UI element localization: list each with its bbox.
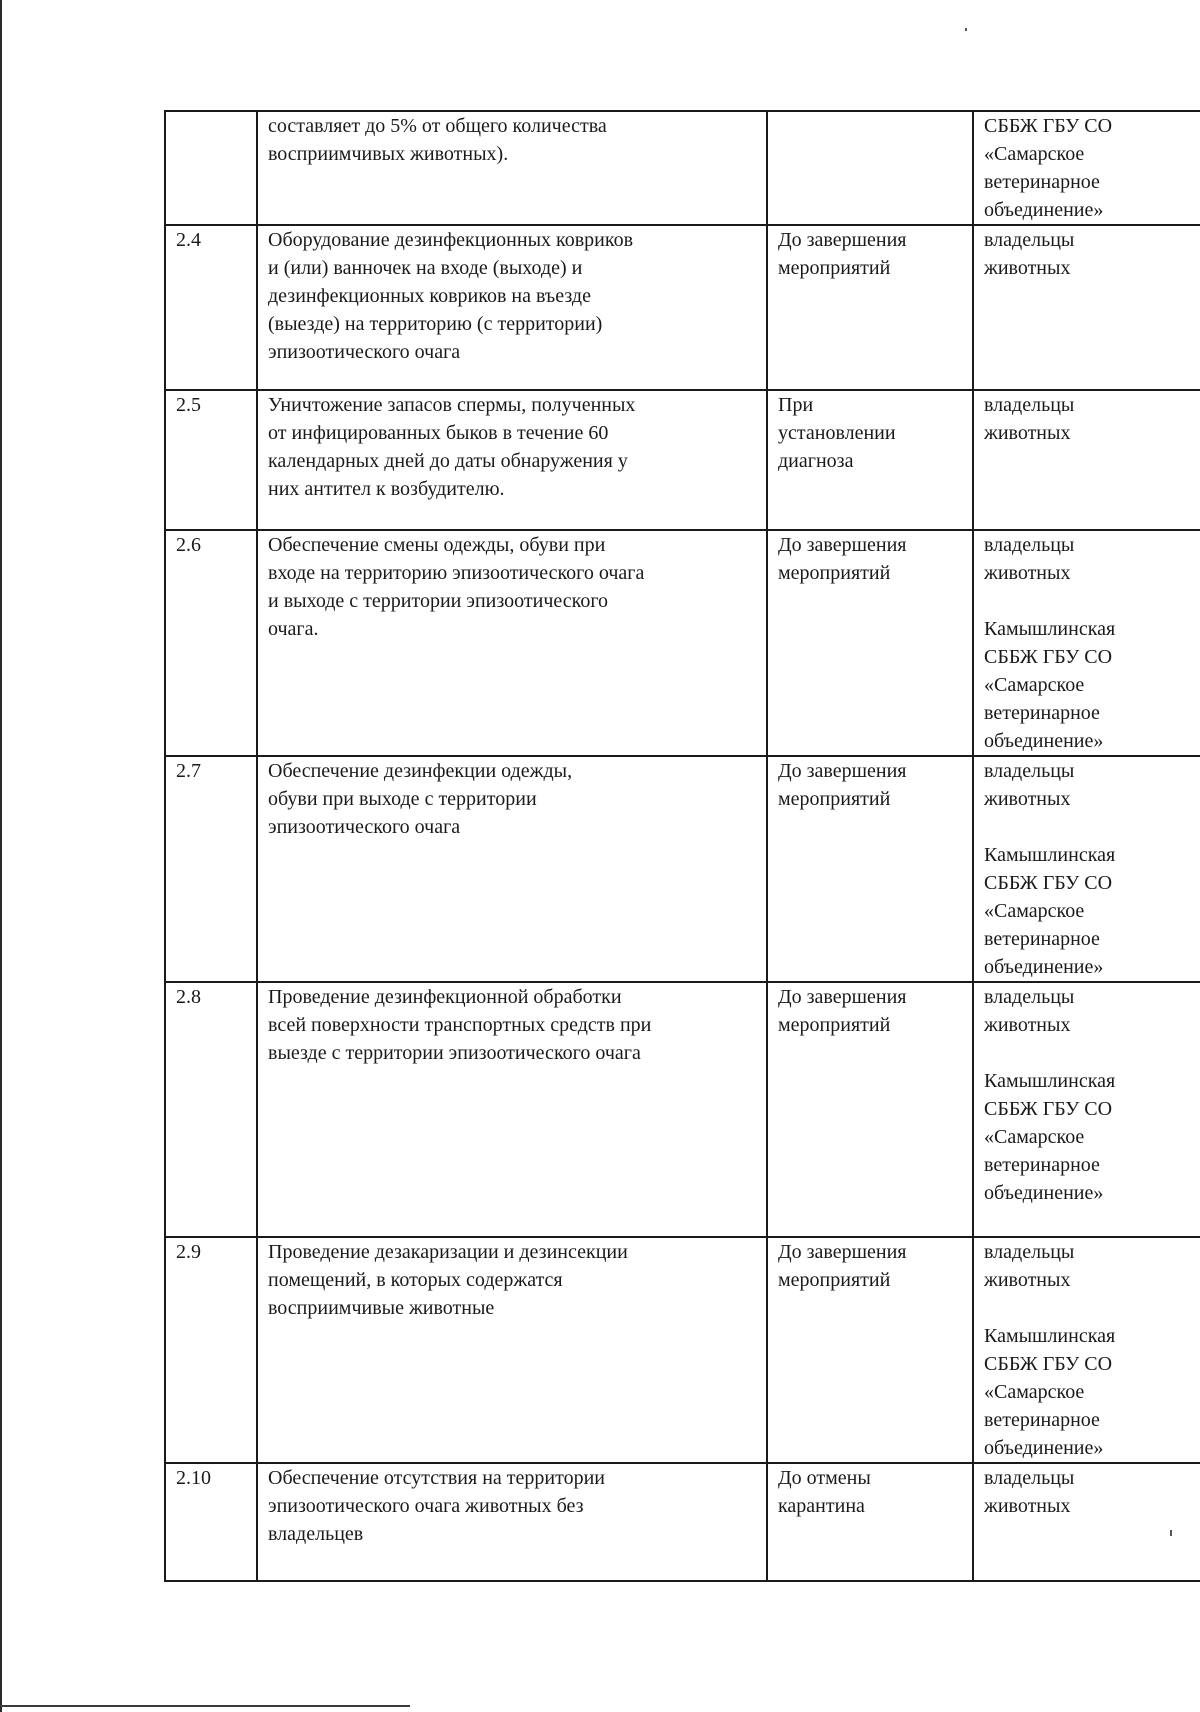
table-row bbox=[165, 982, 1200, 1237]
table-row bbox=[165, 1463, 1200, 1581]
table-row bbox=[165, 756, 1200, 982]
table-row bbox=[165, 111, 1200, 225]
scan-left-edge bbox=[0, 0, 2, 1712]
row-number: 2.6 bbox=[165, 530, 257, 756]
row-responsible-owner: владельцы животных bbox=[984, 229, 1075, 279]
row-responsible-owner: владельцы животных bbox=[984, 1241, 1075, 1291]
row-action: составляет до 5% от общего количества восприимчивых животных). bbox=[268, 115, 607, 165]
row-number: 2.7 bbox=[165, 756, 257, 982]
row-responsible-owner: владельцы животных bbox=[984, 534, 1075, 584]
row-responsible-owner: владельцы животных bbox=[984, 394, 1075, 444]
row-responsible-owner: владельцы животных bbox=[984, 986, 1075, 1036]
row-responsible-org: СББЖ ГБУ СО «Самарское ветеринарное объединение» bbox=[984, 115, 1113, 221]
row-action: Уничтожение запасов спермы, полученных от инфицированных быков в течение 60 календарных дней до даты обнаружения у них антител к возбудителю. bbox=[268, 394, 636, 500]
row-number: 2.4 bbox=[165, 225, 257, 390]
row-action: Обеспечение отсутствия на территории эпизоотического очага животных без владельцев bbox=[268, 1467, 605, 1545]
table-row bbox=[165, 1237, 1200, 1463]
row-term: До завершения мероприятий bbox=[778, 229, 907, 279]
row-action: Обеспечение смены одежды, обуви при входе на территорию эпизоотического очага и выходе с территории эпизоотического очага. bbox=[268, 534, 645, 640]
row-number: 2.8 bbox=[165, 982, 257, 1237]
row-term: При установлении диагноза bbox=[778, 394, 896, 472]
row-responsible-owner: владельцы животных bbox=[984, 1467, 1075, 1517]
row-action: Проведение дезакаризации и дезинсекции помещений, в которых содержатся восприимчивые животные bbox=[268, 1241, 628, 1319]
row-term: До завершения мероприятий bbox=[778, 1241, 907, 1291]
table-row bbox=[165, 390, 1200, 530]
row-action: Обеспечение дезинфекции одежды, обуви при выходе с территории эпизоотического очага bbox=[268, 760, 573, 838]
measures-table bbox=[164, 110, 1200, 1582]
scan-bottom-line bbox=[0, 1705, 410, 1707]
table-row bbox=[165, 225, 1200, 390]
row-responsible-owner: владельцы животных bbox=[984, 760, 1075, 810]
row-number: 2.5 bbox=[165, 390, 257, 530]
row-action: Оборудование дезинфекционных ковриков и (или) ванночек на входе (выходе) и дезинфекционных ковриков на въезде (выезде) на территорию (с территории) эпизоотического очага bbox=[268, 229, 634, 363]
row-term: До отмены карантина bbox=[778, 1467, 871, 1517]
row-responsible-org: Камышлинская СББЖ ГБУ СО «Самарское ветеринарное объединение» bbox=[984, 1325, 1116, 1459]
row-term: До завершения мероприятий bbox=[778, 534, 907, 584]
row-action: Проведение дезинфекционной обработки всей поверхности транспортных средств при выезде с территории эпизоотического очага bbox=[268, 986, 652, 1064]
row-number bbox=[165, 111, 257, 225]
table-row bbox=[165, 530, 1200, 756]
row-term: До завершения мероприятий bbox=[778, 760, 907, 810]
row-responsible-org: Камышлинская СББЖ ГБУ СО «Самарское ветеринарное объединение» bbox=[984, 844, 1116, 978]
row-responsible-org: Камышлинская СББЖ ГБУ СО «Самарское ветеринарное объединение» bbox=[984, 618, 1116, 752]
row-number: 2.10 bbox=[165, 1463, 257, 1581]
row-responsible-org: Камышлинская СББЖ ГБУ СО «Самарское ветеринарное объединение» bbox=[984, 1070, 1116, 1204]
scan-speck bbox=[965, 28, 967, 31]
row-number: 2.9 bbox=[165, 1237, 257, 1463]
row-term: До завершения мероприятий bbox=[778, 986, 907, 1036]
